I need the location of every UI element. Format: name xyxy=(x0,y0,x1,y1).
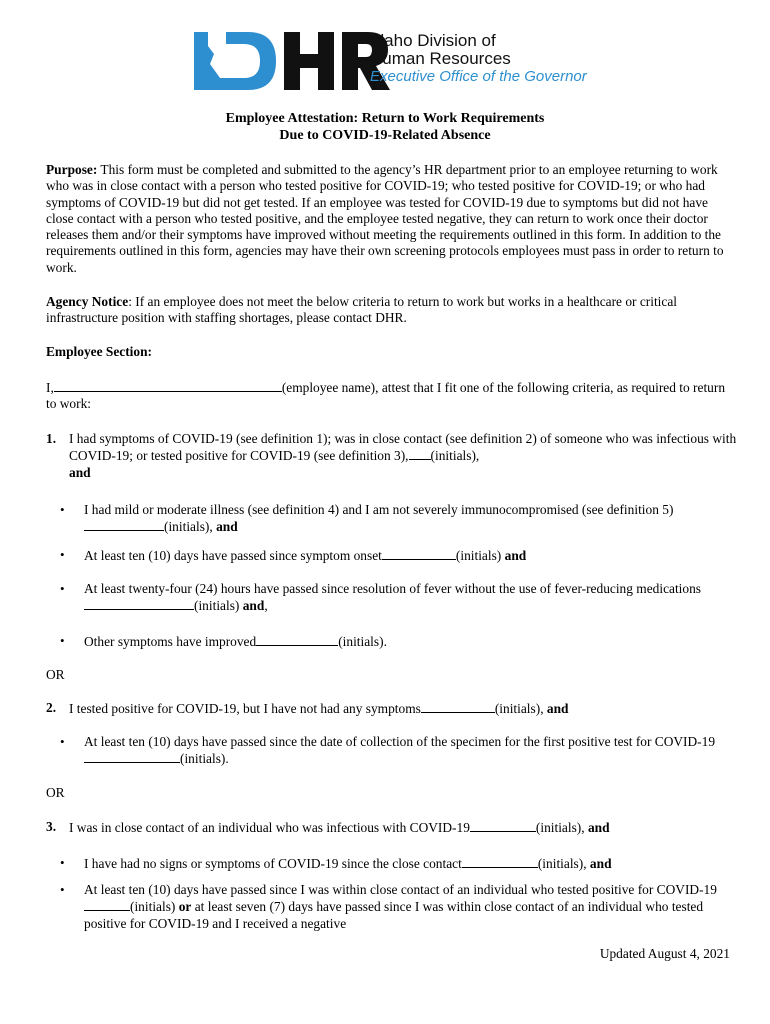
agency-notice-label: Agency Notice xyxy=(46,294,129,309)
bullet-icon: • xyxy=(60,547,65,562)
bullet-icon: • xyxy=(60,502,65,517)
c2-b1-initials-label: (initials). xyxy=(180,751,229,767)
c3-initials-label: (initials), xyxy=(535,820,585,835)
c2-b1-initials-field[interactable] xyxy=(84,750,180,763)
c1-b3-initials-label: (initials) xyxy=(194,598,240,614)
c1-initials-label: (initials), xyxy=(430,448,480,464)
c1-bullet-4 xyxy=(84,633,734,650)
c1-b2-initials-field[interactable] xyxy=(382,547,456,560)
c1-b4-initials-field[interactable] xyxy=(256,633,338,646)
attestation-line xyxy=(46,379,734,413)
c1-initials-field[interactable] xyxy=(409,447,431,460)
c1-b4-initials-label: (initials). xyxy=(338,634,387,649)
c3-b2-initials-field[interactable] xyxy=(84,898,130,911)
bullet-icon: • xyxy=(60,855,65,870)
title-line-1: Employee Attestation: Return to Work Requirements xyxy=(225,111,545,126)
purpose-text: This form must be completed and submitted to the agency’s HR department prior to an employee returning to work who was in close contact with a person who tested positive for COVID-19; who tested positive for COVID-19; or who had symptoms of COVID-19 but did not get tested. If an employee was tested for COVID-19 due to symptoms but did not have close contact with a person who tested positive, and the employee tested negative, they can return to work once their doctor releases them and/or their symptoms have improved without meeting the requirements outlined in this form. In addition to the requirements outlined in this form, agencies may have their own screening protocols employees must pass in order to return to work. xyxy=(46,162,724,275)
form-title xyxy=(0,110,770,144)
c3-initials-field[interactable] xyxy=(470,819,536,832)
bullet-icon: • xyxy=(60,882,65,897)
attest-suffix: (employee name), attest that I fit one of the following criteria, as required to return to work: xyxy=(46,380,726,412)
title-line-2: Due to COVID-19-Related Absence xyxy=(279,128,491,143)
or-separator-1: OR xyxy=(46,667,65,682)
agency-notice-paragraph xyxy=(46,294,734,327)
employee-name-field[interactable] xyxy=(54,379,282,392)
c2-b1-text: At least ten (10) days have passed since the date of collection of the specimen for the first positive test for COVID-19 xyxy=(84,734,716,749)
c1-b1-text: I had mild or moderate illness (see definition 4) and I am not severely immunocompromised (see definition 5) xyxy=(84,502,674,517)
c1-text: I had symptoms of COVID-19 (see definition 1); was in close contact (see definition 2) of someone who was infectious with COVID-19; or tested positive for COVID-19 (see definition 3), xyxy=(69,431,737,464)
c3-b2-tail: at least seven (7) days have passed since I was within close contact of an individual who tested positive for COVID-19 and I received a negative xyxy=(84,899,704,931)
c1-b1-and: and xyxy=(216,519,238,535)
employee-section-heading: Employee Section: xyxy=(46,344,152,359)
c3-and: and xyxy=(587,820,610,835)
c2-initials-label: (initials), xyxy=(494,701,544,716)
criterion-3-text xyxy=(69,819,739,836)
c3-b2-or: or xyxy=(178,899,192,915)
logo-line-1: Idaho Division of xyxy=(370,31,496,50)
logo-line-2: Human Resources xyxy=(370,49,511,68)
attest-prefix: I, xyxy=(46,380,54,395)
c2-initials-field[interactable] xyxy=(421,700,495,713)
criterion-1-text xyxy=(69,431,739,481)
c1-bullet-3 xyxy=(84,581,734,615)
c3-b1-text: I have had no signs or symptoms of COVID-19 since the close contact xyxy=(84,856,462,871)
c1-b4-text: Other symptoms have improved xyxy=(84,634,257,649)
c1-b3-text: At least twenty-four (24) hours have passed since resolution of fever without the use of fever-reducing medications xyxy=(84,581,701,596)
c1-bullet-2 xyxy=(84,547,734,564)
c1-b1-initials-label: (initials), xyxy=(164,519,213,535)
c3-b2-initials-label: (initials) xyxy=(130,899,176,915)
c3-bullet-1 xyxy=(84,855,734,872)
logo-text xyxy=(370,32,587,86)
c3-bullet-2 xyxy=(84,882,734,932)
criterion-1-number: 1. xyxy=(46,431,57,446)
criterion-3-number: 3. xyxy=(46,819,57,834)
c1-b3-and: and xyxy=(242,598,265,614)
c2-and: and xyxy=(546,701,569,716)
criterion-2-number: 2. xyxy=(46,700,57,715)
c3-b2-text: At least ten (10) days have passed since I was within close contact of an individual who tested positive for COVID-19 xyxy=(84,882,717,897)
or-separator-2: OR xyxy=(46,785,65,800)
c1-bullet-1 xyxy=(84,502,734,536)
c1-b2-text: At least ten (10) days have passed since symptom onset xyxy=(84,548,382,563)
logo-line-3: Executive Office of the Governor xyxy=(370,68,587,85)
bullet-icon: • xyxy=(60,581,65,596)
purpose-label: Purpose: xyxy=(46,162,98,177)
criterion-2-text xyxy=(69,700,739,717)
updated-date: Updated August 4, 2021 xyxy=(599,946,730,961)
c1-b1-initials-field[interactable] xyxy=(84,518,164,531)
purpose-paragraph xyxy=(46,162,734,276)
c3-b1-initials-field[interactable] xyxy=(462,855,538,868)
c1-b3-initials-field[interactable] xyxy=(84,597,194,610)
c1-and: and xyxy=(69,464,91,480)
c1-b2-and: and xyxy=(504,548,527,563)
c3-text: I was in close contact of an individual who was infectious with COVID-19 xyxy=(69,820,470,835)
bullet-icon: • xyxy=(60,734,65,749)
c2-text: I tested positive for COVID-19, but I have not had any symptoms xyxy=(69,701,421,716)
c3-b1-initials-label: (initials), xyxy=(537,856,587,871)
c2-bullet-1 xyxy=(84,734,734,768)
idaho-state-icon xyxy=(194,32,226,90)
bullet-icon: • xyxy=(60,633,65,648)
c1-b3-tail: , xyxy=(264,598,268,614)
c1-b2-initials-label: (initials) xyxy=(455,548,502,563)
c3-b1-and: and xyxy=(589,856,612,871)
agency-notice-text: : If an employee does not meet the below criteria to return to work but works in a healthcare or critical infrastructure position with staffing shortages, please contact DHR. xyxy=(46,294,678,326)
